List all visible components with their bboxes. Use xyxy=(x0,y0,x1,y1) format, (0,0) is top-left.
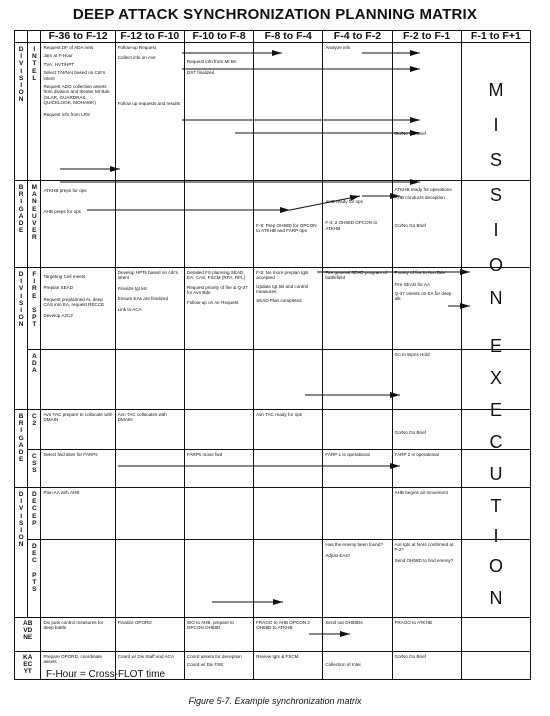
mission-letter: N xyxy=(489,288,503,308)
cell-text: Follow-up Request xyxy=(117,45,157,50)
group-label-brigade: B R I G A D E xyxy=(18,413,24,464)
cell-text: DST finalized xyxy=(186,70,215,76)
mission-letter: C xyxy=(489,432,503,452)
column-header: F-36 to F-12 xyxy=(41,31,115,43)
cell-text: Follow-up on Air Request xyxy=(186,299,239,305)
cell-text: Coord w/ Div FSE xyxy=(186,662,224,668)
row-label-maneuver: M A N E U V E R xyxy=(31,184,38,242)
cell-text: Review tgts & FSCM xyxy=(256,654,299,659)
row-maneuver xyxy=(15,181,531,268)
cell-text: Go/No Go Brief xyxy=(394,131,426,136)
cell-text: Follow up requests and results xyxy=(117,100,181,106)
cell-text: Request preplanned AI, deep CAS into EA, request RECCE xyxy=(43,296,105,308)
cell-text: Q-37 orients on EA for deep atk xyxy=(394,290,452,302)
cell-text: Finalize tgt list xyxy=(117,285,147,291)
cell-text: Avn TAC ready for ops xyxy=(256,412,303,417)
cell-text: Select TAI/NAI based on Cdr's intent xyxy=(43,70,106,81)
cell-text: Analyze info xyxy=(325,45,351,50)
row-label-decep: D E C E P xyxy=(31,491,37,527)
cell-text: ATKHB ready for operations xyxy=(394,187,452,192)
mission-letter: I xyxy=(493,220,499,240)
cell-text: Request ADO collection assets from division and theater MI Bde (SLAR, GUARDRAIL, QUICKLOOK, MOHAWK) xyxy=(43,84,110,106)
cell-text: Fire general SEAD program of battlefield xyxy=(325,270,388,281)
mission-letter: O xyxy=(488,556,503,576)
mission-letter: I xyxy=(493,526,499,546)
row-decep xyxy=(15,488,531,540)
cell-text: SEAD Plan completed xyxy=(256,297,302,303)
column-header: F-2 to F-1 xyxy=(392,31,461,43)
cell-text: FARP 1 is operational xyxy=(325,452,370,457)
mission-letter: S xyxy=(489,185,502,205)
mission-letter: T xyxy=(490,496,502,516)
cell-text: Coord w/ Div Staff and ACA xyxy=(117,654,175,659)
row-c2 xyxy=(15,410,531,450)
cell-text: Preplan SEAD xyxy=(43,285,74,291)
synchronization-matrix xyxy=(14,30,531,680)
cell-text: FRAGO to AHB OPCON 2 OH58D to ATKHB xyxy=(256,620,310,631)
cell-text: Finalize OPORD xyxy=(117,620,152,625)
cell-text: Go/No Go Brief xyxy=(394,654,426,659)
page-title: DEEP ATTACK SYNCHRONIZATION PLANNING MATRIX xyxy=(72,6,478,23)
mission-letter: E xyxy=(489,400,502,420)
cell-text: FARPs move fwd xyxy=(186,452,223,457)
cell-text: Targeting Cell meets xyxy=(43,274,86,279)
row-ada xyxy=(15,350,531,410)
cell-text: Go/No Go Brief xyxy=(394,430,426,435)
cell-text: Request info from LRS xyxy=(43,111,90,117)
row-fire-support xyxy=(15,268,531,350)
row-label-kaecyt: KA EC YT xyxy=(23,654,33,675)
row-label-c2: C 2 xyxy=(31,413,37,428)
cell-text: ATKHB preps for ops xyxy=(43,188,87,193)
cell-text: Collect info on mvt xyxy=(117,55,156,61)
cell-text: Ensure EAs are finalized xyxy=(117,296,169,302)
column-header: F-10 to F-8 xyxy=(184,31,253,43)
mission-letter: I xyxy=(493,115,499,135)
cell-text: Adjust EAs? xyxy=(325,553,351,559)
row-decision-points xyxy=(15,540,531,618)
mission-letter: N xyxy=(489,588,503,608)
cell-text: AHB preps for ops xyxy=(43,209,81,215)
cell-text: Coord assets for deception xyxy=(186,654,242,659)
cell-text: Has the enemy been found? xyxy=(325,542,384,547)
cell-text: WO to AHB, prepare to OPCON OH58D xyxy=(186,620,234,631)
cell-text: Fire SEAD for AA xyxy=(394,282,431,288)
header-row xyxy=(15,31,531,43)
footnote: F-Hour = Cross-FLOT time xyxy=(46,669,165,680)
mission-letter: X xyxy=(489,368,502,388)
figure-caption: Figure 5-7. Example synchronization matrix xyxy=(188,696,362,706)
row-css xyxy=(15,450,531,488)
cell-text: Develop HPTs based on cdr's intent xyxy=(117,270,178,281)
cell-text: Select fwd sites for FARPs xyxy=(43,452,98,457)
cell-text: AHB ready for ops xyxy=(325,199,363,204)
group-label-brigade: B R I G A D E xyxy=(18,184,24,235)
cell-text: Jam at F-Hour xyxy=(43,53,73,59)
cell-text: AHB begins air movement xyxy=(394,490,448,495)
group-label-division: D I V I S I O N xyxy=(18,46,24,104)
cell-text: Avn TAC prepare to collocate with DMAIN xyxy=(43,412,113,423)
cell-text: TVA: HVT/HPT xyxy=(43,61,75,67)
group-label-division: D I V I S I O N xyxy=(18,491,24,549)
cell-text: Request info from MI Bn xyxy=(186,59,237,64)
cell-text: FRAGO to ATKHB xyxy=(394,620,432,625)
cell-text: Link to ACA xyxy=(117,306,142,312)
cell-text: Detailed FS planning SEAD, EA, CAS, FSCM (RFA, RFL) xyxy=(186,270,246,281)
column-header: F-4 to F-2 xyxy=(323,31,392,43)
cell-text: Go to Wpns Hold xyxy=(394,352,430,357)
mission-letter: M xyxy=(488,80,504,100)
cell-text: F-5: No more preplan tgts accepted xyxy=(256,270,309,281)
cell-text: Div puts control measures for deep battle xyxy=(43,620,104,631)
cell-text: Plan AA with AHB xyxy=(43,490,80,495)
row-intel xyxy=(15,43,531,181)
row-abvdne xyxy=(15,618,531,652)
cell-text: Collection of Intel xyxy=(325,662,361,667)
cell-text: Develop A2C2 xyxy=(43,312,73,318)
cell-text: Request priority of fire & Q-37 for Avn Bde xyxy=(186,284,248,296)
cell-text: AHB conducts deception xyxy=(394,195,445,201)
column-header: F-12 to F-10 xyxy=(115,31,184,43)
mission-letter: E xyxy=(489,336,502,356)
cell-text: FARP 2 is operational xyxy=(394,452,439,457)
row-label-ada: A D A xyxy=(31,353,37,375)
cell-text: Update tgt list and control measures xyxy=(256,283,309,295)
cell-text: F-8: Prep OH58D for OPCON to ATKHB and FARP ops xyxy=(256,223,317,234)
row-label-css: C S S xyxy=(31,453,37,475)
cell-text: Go/No Go Brief xyxy=(394,222,426,228)
row-label-decision-points: D E C P T S xyxy=(31,543,37,594)
column-header: F-8 to F-4 xyxy=(254,31,323,43)
cell-text: F-4: 2 OH58D OPCON to ATKHB xyxy=(325,220,378,231)
cell-text: Avn TAC collocates with DMAIN xyxy=(117,412,167,423)
mission-letter: S xyxy=(489,150,502,170)
mission-letter: O xyxy=(488,255,503,275)
cell-text: Prepare OPORD, coordinate assets xyxy=(43,654,102,665)
row-label-abvdne: AB VD NE xyxy=(23,620,33,641)
group-label-division: D I V I S I O N xyxy=(18,271,24,329)
row-label-fire-support: F I R E S P T xyxy=(31,271,37,329)
cell-text: Priority of fire to Avn Bde xyxy=(394,270,446,275)
cell-text: Request DF of ADA nets xyxy=(43,45,94,50)
row-label-intel: I N T E L xyxy=(31,46,37,82)
cell-text: Are tgts at NAIs confirmed at F-2? xyxy=(394,542,454,553)
mission-letter: U xyxy=(489,464,503,484)
cell-text: Send OH58D to find enemy? xyxy=(394,557,454,563)
column-header: F-1 to F+1 xyxy=(461,31,530,43)
cell-text: Send out OH58Ds xyxy=(325,620,363,625)
